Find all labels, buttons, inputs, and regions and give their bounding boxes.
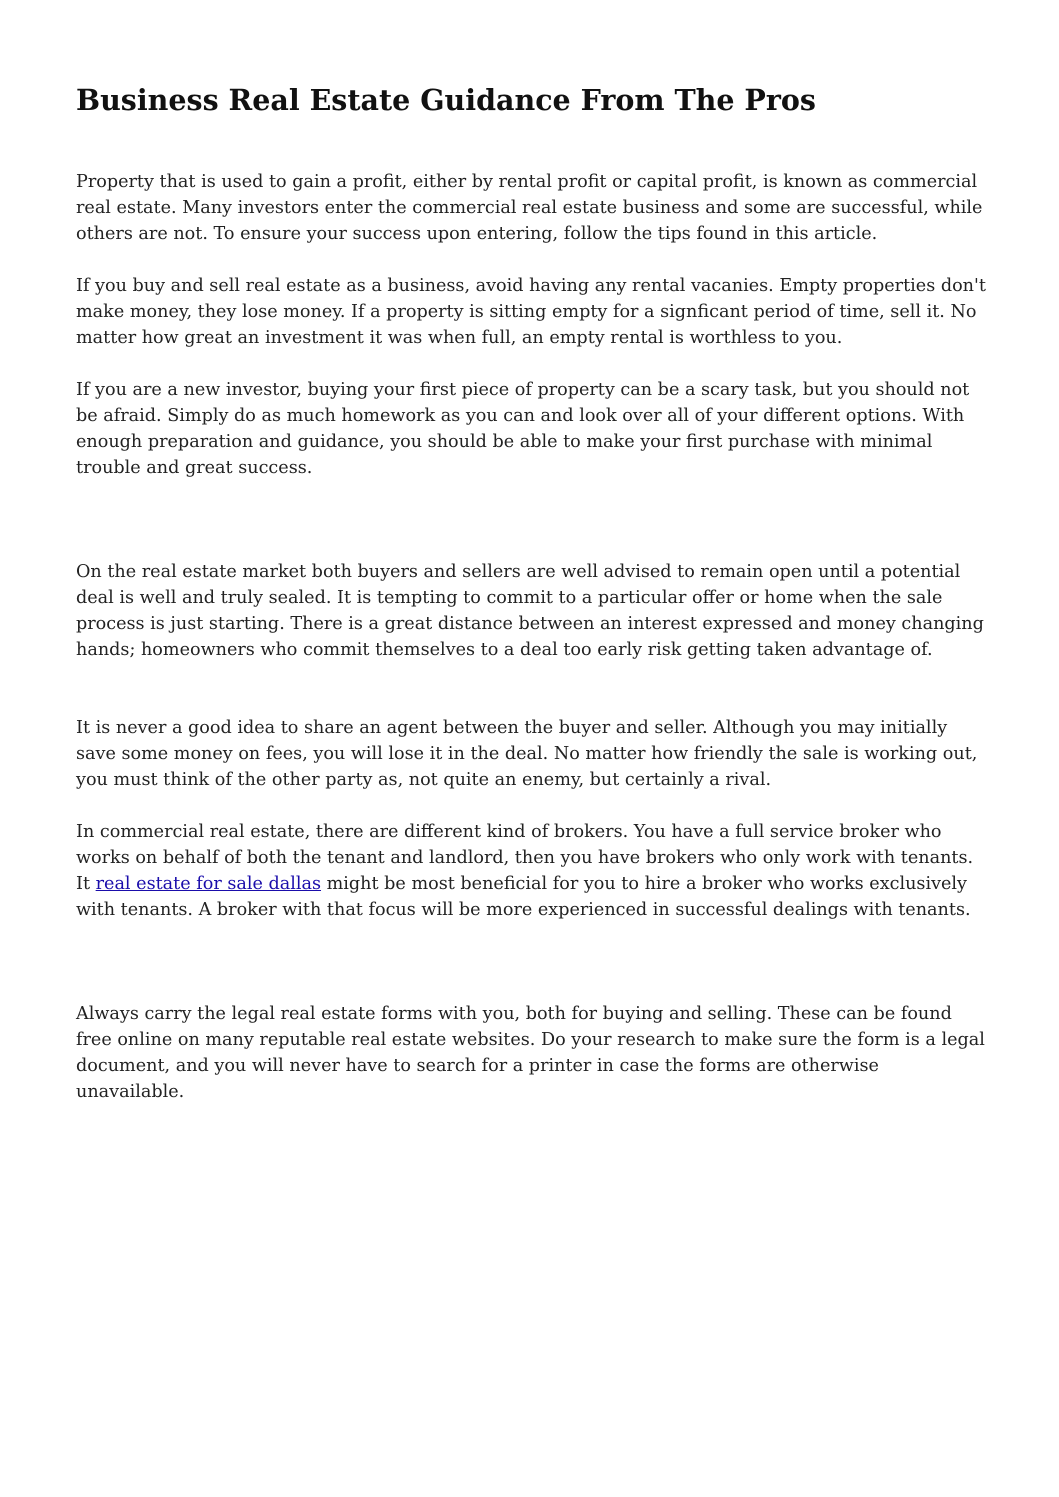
paragraph-legal-forms: Always carry the legal real estate forms with you, both for buying and selling. These can be found free online on many reputable real estate websites. Do your research to make sure the form is a legal document, and you will never have to search for a printer in case the forms are otherwise unavailable. [76, 1004, 985, 1102]
paragraph-new-investor: If you are a new investor, buying your first piece of property can be a scary task, but you should not be afraid. Simply do as much homework as you can and look over all of your different options. With enough preparation and guidance, you should be able to make your first purchase with minimal trouble and great success. [76, 380, 970, 478]
real-estate-link[interactable]: real estate for sale dallas [95, 874, 322, 894]
paragraph-vacancies: If you buy and sell real estate as a business, avoid having any rental vacanies. Empty properties don't make money, they lose money. If a property is sitting empty for a signficant period of time, sell it. No matter how great an investment it was when full, an empty rental is worthless to you. [76, 276, 986, 348]
paragraph-share-agent: It is never a good idea to share an agent between the buyer and seller. Although you may initially save some money on fees, you will lose it in the deal. No matter how friendly the sale is working out, you must think of the other party as, not quite an enemy, but certainly a rival. [76, 718, 978, 790]
paragraph-brokers [76, 819, 991, 923]
paragraph-intro: Property that is used to gain a profit, either by rental profit or capital profit, is known as commercial real estate. Many investors enter the commercial real estate business and some are successful, while others are not. To ensure your success upon entering, follow the tips found in this article. [76, 172, 983, 244]
brokers-text-before-link: In commercial real estate, there are different kind of brokers. You have a full service broker who works on behalf of both the tenant and landlord, then you have brokers who only work with tenants. It [76, 822, 974, 894]
article-title: Business Real Estate Guidance From The Pros [76, 83, 816, 117]
brokers-text-after-link: might be most beneficial for you to hire a broker who works exclusively with tenants. A broker with that focus will be more experienced in successful dealings with tenants. [76, 874, 971, 920]
paragraph-remain-open: On the real estate market both buyers and sellers are well advised to remain open until a potential deal is well and truly sealed. It is tempting to commit to a particular offer or home when the sale process is just starting. There is a great distance between an interest expressed and money changing hands; homeowners who commit themselves to a deal too early risk getting taken advantage of. [76, 562, 984, 660]
